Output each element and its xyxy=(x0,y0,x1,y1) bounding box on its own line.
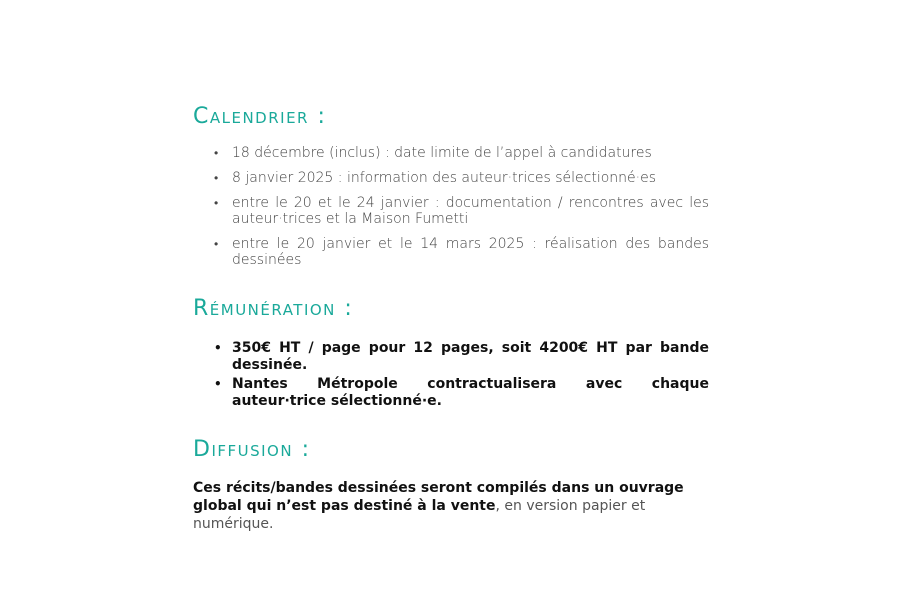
document-body xyxy=(193,100,709,547)
list-item xyxy=(193,145,709,161)
bullet: • xyxy=(214,171,219,185)
diffusion-regular-text: , en version papier et numérique. xyxy=(193,498,646,532)
remuneration-list xyxy=(193,340,709,410)
remuneration-heading: Rémunération : xyxy=(193,296,354,321)
calendrier-item-text: 8 janvier 2025 : information des auteur·trices sélectionné·es xyxy=(232,170,657,186)
list-item xyxy=(193,340,709,374)
list-item xyxy=(193,170,709,186)
bullet: • xyxy=(214,377,222,391)
diffusion-paragraph xyxy=(193,479,709,533)
remuneration-item-text: 350€ HT / page pour 12 pages, soit 4200€ HT par bande dessinée. xyxy=(232,340,709,373)
diffusion-heading: Diffusion : xyxy=(193,437,311,462)
calendrier-list xyxy=(193,145,709,268)
bullet: • xyxy=(214,341,222,355)
calendrier-item-text: entre le 20 et le 24 janvier : documentation / rencontres avec les auteur·trices et la Maison Fumetti xyxy=(232,195,709,227)
calendrier-item-text: entre le 20 janvier et le 14 mars 2025 : réalisation des bandes dessinées xyxy=(232,236,709,268)
calendrier-heading: Calendrier : xyxy=(193,104,327,129)
bullet: • xyxy=(214,146,219,160)
list-item xyxy=(193,376,709,410)
list-item xyxy=(193,236,709,268)
diffusion-bold-text: Ces récits/bandes dessinées seront compilés dans un ouvrage global qui n’est pas destiné à la vente xyxy=(193,480,684,514)
list-item xyxy=(193,195,709,227)
bullet: • xyxy=(214,196,219,210)
calendrier-item-text: 18 décembre (inclus) : date limite de l’appel à candidatures xyxy=(232,145,652,161)
remuneration-item-text: Nantes Métropole contractualisera avec chaque auteur·trice sélectionné·e. xyxy=(232,376,709,409)
bullet: • xyxy=(214,237,219,251)
